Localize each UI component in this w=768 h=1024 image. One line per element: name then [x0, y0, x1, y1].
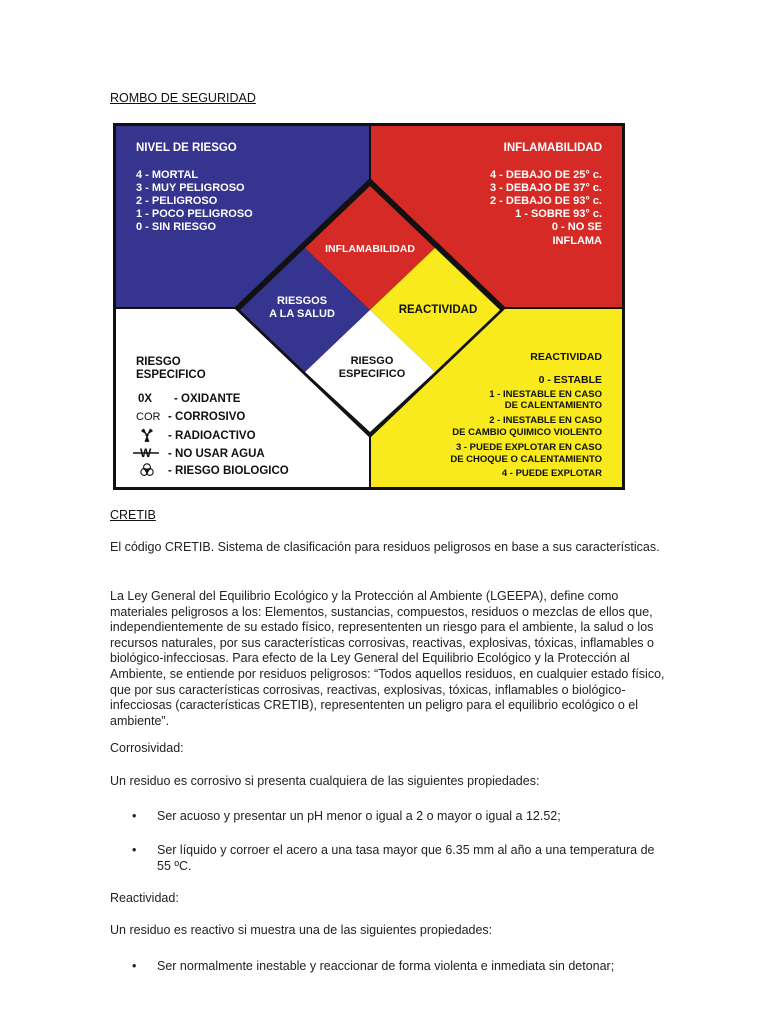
special-code: COR	[136, 411, 161, 423]
health-line: 0 - SIN RIESGO	[136, 221, 217, 233]
special-text: - RIESGO BIOLOGICO	[168, 465, 289, 477]
special-text: - NO USAR AGUA	[168, 448, 265, 460]
diamond-left-label-2: A LA SALUD	[269, 308, 335, 320]
health-line: 4 - MORTAL	[136, 169, 199, 181]
list-item-text: Ser acuoso y presentar un pH menor o igual a 2 o mayor o igual a 12.52;	[157, 809, 561, 823]
health-line: 1 - POCO PELIGROSO	[136, 208, 253, 220]
intro-paragraph: El código CRETIB. Sistema de clasificación para residuos peligrosos en base a sus características.	[110, 540, 660, 554]
special-title-2: ESPECIFICO	[136, 369, 206, 381]
flammability-line: 4 - DEBAJO DE 25° c.	[490, 169, 602, 181]
list-item-text: Ser líquido y corroer el acero a una tasa mayor que 6.35 mm al año a una temperatura de 55 ºC.	[157, 843, 655, 873]
reactivity-title: REACTIVIDAD	[530, 351, 602, 363]
bullet-icon: •	[132, 959, 137, 973]
health-title: NIVEL DE RIESGO	[136, 142, 237, 154]
flammability-line: 3 - DEBAJO DE 37° c.	[490, 182, 602, 194]
special-code: 0X	[138, 393, 153, 405]
reactivity-line: DE CAMBIO QUIMICO VIOLENTO	[452, 427, 602, 438]
diamond-left-label-1: RIESGOS	[276, 295, 328, 307]
reactivity-line: DE CHOQUE O CALENTAMIENTO	[450, 454, 602, 465]
diamond-bottom-label-2: ESPECIFICO	[338, 368, 406, 380]
list-item-text: Ser normalmente inestable y reaccionar de forma violenta e inmediata sin detonar;	[157, 959, 615, 973]
rombo-title: ROMBO DE SEGURIDAD	[110, 91, 256, 105]
flammability-line: 1 - SOBRE 93° c.	[515, 208, 602, 220]
diamond-top-label: INFLAMABILIDAD	[325, 243, 415, 255]
health-line: 2 - PELIGROSO	[136, 195, 218, 207]
diamond-right-label: REACTIVIDAD	[398, 304, 478, 316]
bullet-icon: •	[132, 809, 137, 823]
reactivity-line: 1 - INESTABLE EN CASO	[489, 389, 602, 400]
health-line: 3 - MUY PELIGROSO	[136, 182, 245, 194]
reactivity-line: 3 - PUEDE EXPLOTAR EN CASO	[455, 442, 602, 453]
special-title-1: RIESGO	[136, 356, 181, 368]
reactivity-line: 2 - INESTABLE EN CASO	[489, 415, 602, 426]
nfpa-diamond-diagram	[113, 123, 625, 490]
reactivity-line: 0 - ESTABLE	[538, 374, 602, 386]
corrosivo-intro: Un residuo es corrosivo si presenta cualquiera de las siguientes propiedades:	[110, 774, 540, 788]
special-text: - CORROSIVO	[168, 411, 246, 423]
flammability-line: 0 - NO SE	[551, 221, 602, 233]
ley-paragraph: La Ley General del Equilibrio Ecológico y la Protección al Ambiente (LGEEPA), define como materiales peligrosos a los: Elementos, sustancias, compuestos, residuos o mezclas de ellos que, independientemente de su estado físico, represententen un riesgo para el ambiente, la salud o los recursos naturales, por sus características corrosivas, reactivas, explosivas, tóxicas, inflamables o biológico-infecciosas. Para efecto de la Ley General del Equilibrio Ecológico y la Protección al Ambiente, se entiende por residuos peligrosos: “Todos aquellos residuos, en cualquier estado físico, que por sus características corrosivas, reactivas, explosivas, tóxicas, inflamables o biológico-infecciosas (características CRETIB), represententen un peligro para el equilibrio ecológico o el ambiente”.	[110, 589, 665, 728]
special-text: - RADIOACTIVO	[168, 430, 256, 442]
reactividad-heading: Reactividad:	[110, 891, 179, 905]
diamond-bottom-label-1: RIESGO	[350, 355, 394, 367]
bullet-icon: •	[132, 843, 137, 857]
flammability-title: INFLAMABILIDAD	[503, 142, 602, 154]
cretib-title: CRETIB	[110, 508, 156, 522]
special-text: - OXIDANTE	[174, 393, 241, 405]
flammability-line: 2 - DEBAJO DE 93° c.	[490, 195, 602, 207]
flammability-line: INFLAMA	[552, 235, 602, 247]
reactivo-intro: Un residuo es reactivo si muestra una de las siguientes propiedades:	[110, 923, 493, 937]
corrosividad-heading: Corrosividad:	[110, 741, 184, 755]
reactivity-line: DE CALENTAMIENTO	[504, 400, 602, 411]
special-code: W	[140, 446, 152, 460]
reactivity-line: 4 - PUEDE EXPLOTAR	[501, 468, 602, 479]
